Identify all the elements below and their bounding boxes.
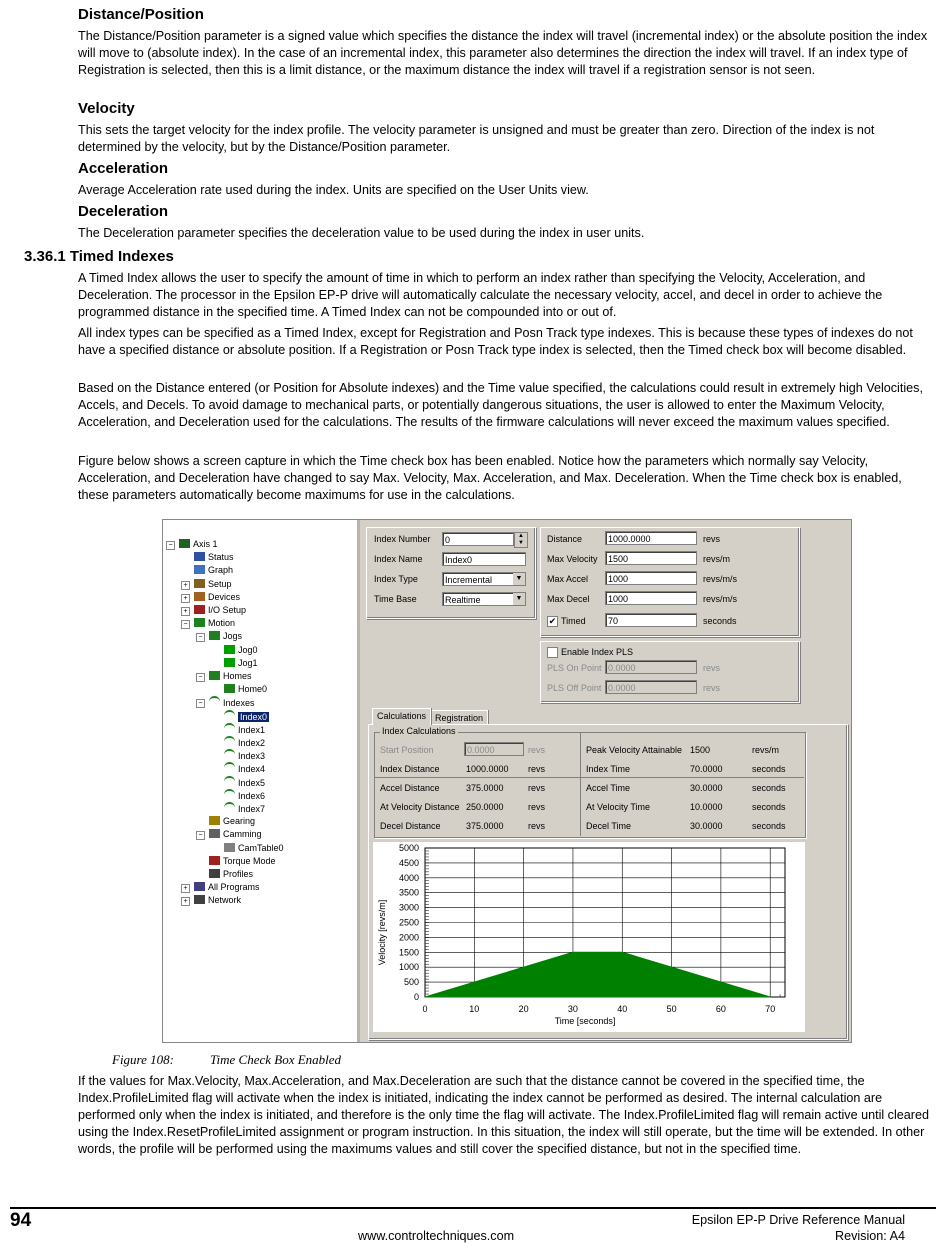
y-tick-label: 1000 bbox=[398, 962, 419, 973]
decel-time-unit: seconds bbox=[752, 821, 786, 831]
pls-off-label: PLS Off Point bbox=[547, 683, 602, 693]
heading-distance: Distance/Position bbox=[78, 6, 204, 23]
tree-item-camtable0[interactable] bbox=[224, 842, 284, 855]
max-decel-unit: revs/m/s bbox=[703, 594, 738, 604]
tree-item-label: Devices bbox=[208, 591, 241, 602]
index-icon bbox=[224, 710, 235, 721]
tab-registration[interactable]: Registration bbox=[430, 710, 488, 725]
timed-field[interactable]: 70 bbox=[605, 613, 697, 627]
tree-item-setup[interactable] bbox=[194, 578, 232, 591]
tree-item-label: Indexes bbox=[223, 698, 255, 709]
peak-velocity-unit: revs/m bbox=[752, 745, 779, 755]
footer-rule bbox=[10, 1207, 936, 1209]
tree-expander-icon[interactable]: − bbox=[181, 620, 190, 629]
index-icon bbox=[224, 749, 235, 760]
pls-off-unit: revs bbox=[703, 683, 721, 693]
x-tick-label: 60 bbox=[715, 1004, 726, 1014]
index-icon bbox=[224, 789, 235, 800]
tree-expander-icon[interactable]: − bbox=[196, 673, 205, 682]
index-type-label: Index Type bbox=[374, 574, 418, 584]
tree-item-i-o-setup[interactable] bbox=[194, 604, 246, 617]
tree-item-jog1[interactable] bbox=[224, 657, 258, 670]
index-distance-unit: revs bbox=[528, 764, 546, 774]
pls-on-unit: revs bbox=[703, 663, 721, 673]
y-tick-label: 2500 bbox=[398, 917, 419, 928]
pls-on-field: 0.0000 bbox=[605, 660, 697, 674]
tree-item-index6[interactable] bbox=[224, 789, 265, 802]
at-velocity-time-value: 10.0000 bbox=[690, 802, 723, 812]
figure-caption bbox=[112, 1052, 341, 1068]
torque-mode-icon bbox=[209, 856, 220, 865]
homes-icon bbox=[209, 671, 220, 680]
tree-item-label: Index5 bbox=[238, 777, 266, 788]
timed-checkbox[interactable]: ✔ bbox=[548, 616, 557, 626]
tree-item-indexes[interactable] bbox=[209, 696, 255, 709]
para-timed-4: Figure below shows a screen capture in which the Time check box has been enabled. Notice how the parameters which normally say Velocity, Acceleration, and Deceleration have changed to say Max. Velocity, Max. Acceleration, and Max. Deceleration. When the Time check box is enabled, these parameters automatically become maximums for use in the calculations. bbox=[78, 454, 902, 502]
velocity-profile-chart bbox=[373, 842, 805, 1032]
tree-item-label: Gearing bbox=[223, 816, 256, 827]
index-calculations-title: Index Calculations bbox=[382, 726, 456, 736]
accel-time-unit: seconds bbox=[752, 783, 786, 793]
index-icon bbox=[224, 736, 235, 747]
tree-expander-icon[interactable]: + bbox=[181, 581, 190, 590]
programs-icon bbox=[194, 882, 205, 891]
footer-url: www.controltechniques.com bbox=[358, 1229, 515, 1243]
tree-item-all-programs[interactable] bbox=[194, 881, 260, 894]
tree-item-network[interactable] bbox=[194, 894, 241, 907]
profiles-icon bbox=[209, 869, 220, 878]
io-setup-icon bbox=[194, 605, 205, 614]
y-axis-label: Velocity [revs/m] bbox=[377, 899, 387, 966]
x-tick-label: 0 bbox=[422, 1004, 428, 1014]
distance-unit: revs bbox=[703, 534, 721, 544]
tree-item-index0[interactable] bbox=[224, 710, 269, 723]
peak-velocity-label: Peak Velocity Attainable bbox=[586, 745, 683, 755]
x-tick-label: 40 bbox=[617, 1004, 628, 1014]
y-tick-label: 2000 bbox=[398, 932, 419, 943]
jog-icon bbox=[224, 645, 235, 654]
network-icon bbox=[194, 895, 205, 904]
tree-item-label: Axis 1 bbox=[193, 539, 218, 549]
tree-expander-icon[interactable]: − bbox=[196, 699, 205, 708]
y-tick-label: 500 bbox=[403, 977, 419, 988]
tree-item-camming[interactable] bbox=[209, 828, 262, 841]
index-icon bbox=[224, 776, 235, 787]
index-time-value: 70.0000 bbox=[690, 764, 723, 774]
accel-time-label: Accel Time bbox=[586, 783, 631, 793]
tree-item-label: CamTable0 bbox=[238, 842, 284, 853]
tree-item-label: Torque Mode bbox=[223, 855, 276, 866]
tree-item-label: Index6 bbox=[238, 790, 266, 801]
decel-distance-value: 375.0000 bbox=[466, 821, 504, 831]
tree-item-label: Network bbox=[208, 895, 242, 906]
status-icon bbox=[194, 552, 205, 561]
tree-item-index7[interactable] bbox=[224, 802, 265, 815]
tree-expander-icon[interactable]: + bbox=[181, 897, 190, 906]
index-type-select[interactable]: Incremental bbox=[442, 572, 526, 586]
x-tick-label: 20 bbox=[518, 1004, 529, 1014]
tree-item-torque-mode[interactable] bbox=[209, 855, 276, 868]
heading-acceleration: Acceleration bbox=[78, 160, 169, 177]
pls-off-field: 0.0000 bbox=[605, 680, 697, 694]
index-name-label: Index Name bbox=[374, 554, 423, 564]
index-time-unit: seconds bbox=[752, 764, 786, 774]
y-tick-label: 3000 bbox=[398, 902, 419, 913]
axis-icon bbox=[179, 539, 190, 548]
start-position-label: Start Position bbox=[380, 745, 434, 755]
para-timed-1: A Timed Index allows the user to specify the amount of time in which to perform an index rather than specifying the Velocity, Acceleration, and Deceleration. The processor in the Epsilon EP-P drive will automatically calculate the necessary velocity, accel, and decel in order to achieve the programmed distance in the specified time. A Timed Index can not be compounded into or out of. bbox=[78, 271, 883, 319]
footer-manual-title: Epsilon EP-P Drive Reference Manual bbox=[691, 1213, 905, 1227]
jog-icon bbox=[224, 658, 235, 667]
index-distance-value: 1000.0000 bbox=[466, 764, 509, 774]
para-deceleration: The Deceleration parameter specifies the deceleration value to be used during the index in user units. bbox=[78, 226, 645, 240]
tree-item-homes[interactable] bbox=[209, 670, 252, 683]
tree-item-label: Graph bbox=[208, 565, 234, 576]
decel-distance-unit: revs bbox=[528, 821, 546, 831]
time-base-label: Time Base bbox=[374, 594, 417, 604]
graph-icon bbox=[194, 565, 205, 574]
x-tick-label: 30 bbox=[567, 1004, 578, 1014]
at-velocity-distance-unit: revs bbox=[528, 802, 546, 812]
y-tick-label: 0 bbox=[413, 992, 419, 1002]
index-icon bbox=[224, 802, 235, 813]
chevron-down-icon[interactable]: ▼ bbox=[513, 573, 525, 585]
max-velocity-unit: revs/m bbox=[703, 554, 730, 564]
max-decel-field[interactable]: 1000 bbox=[605, 591, 697, 605]
tree-item-devices[interactable] bbox=[194, 591, 240, 604]
tree-item-index3[interactable] bbox=[224, 749, 265, 762]
tree-view[interactable] bbox=[163, 520, 360, 1042]
para-acceleration: Average Acceleration rate used during the index. Units are specified on the User Units view. bbox=[78, 183, 589, 197]
tree-item-label: Motion bbox=[208, 618, 236, 629]
tree-expander-icon[interactable]: + bbox=[181, 607, 190, 616]
tree-expander-icon[interactable]: + bbox=[181, 884, 190, 893]
tree-item-label: Setup bbox=[208, 578, 232, 589]
max-decel-label: Max Decel bbox=[547, 594, 590, 604]
index-name-field[interactable]: Index0 bbox=[442, 552, 526, 566]
tree-item-home0[interactable] bbox=[224, 683, 267, 696]
tree-item-label: Camming bbox=[223, 829, 262, 840]
x-tick-label: 70 bbox=[765, 1004, 776, 1014]
indexes-icon bbox=[209, 696, 220, 707]
para-timed-2: All index types can be specified as a Timed Index, except for Registration and Posn Track type indexes. This is because these types of indexes do not have a specified distance or absolute position. If a Registration or Posn Track type index is selected, then the Timed check box will become disabled. bbox=[78, 326, 913, 357]
jogs-icon bbox=[209, 631, 220, 640]
caption-text: Time Check Box Enabled bbox=[209, 1052, 342, 1067]
tree-item-label: Index7 bbox=[238, 804, 266, 814]
tree-item-jog0[interactable] bbox=[224, 644, 258, 657]
time-base-select[interactable]: Realtime bbox=[442, 592, 526, 606]
max-velocity-field[interactable]: 1500 bbox=[605, 551, 697, 565]
heading-velocity: Velocity bbox=[78, 100, 135, 117]
decel-time-label: Decel Time bbox=[586, 821, 632, 831]
tree-expander-icon[interactable]: − bbox=[196, 831, 205, 840]
y-tick-label: 3500 bbox=[398, 887, 419, 898]
tree-item-label: Status bbox=[208, 552, 234, 563]
tree-item-axis-1[interactable] bbox=[179, 538, 218, 551]
setup-icon bbox=[194, 579, 205, 588]
cam-table-icon bbox=[224, 843, 235, 852]
tree-item-index5[interactable] bbox=[224, 776, 265, 789]
decel-time-value: 30.0000 bbox=[690, 821, 723, 831]
tree-item-jogs[interactable] bbox=[209, 630, 242, 643]
para-profile-limited: If the values for Max.Velocity, Max.Acceleration, and Max.Deceleration are such that the distance cannot be covered in the specified time, the Index.ProfileLimited flag will activate when the index is initiated, indicating the index cannot be performed as desired. The internal calculation are performed only when the index is initiated, and therefore is the only time the flag will activate. The Index.ProfileLimited flag will remain active until cleared using the Index.ResetProfileLimited assignment or program instruction. In this situation, the index will still operate, but the time will be extended. In other words, the profile will be performed using the maximums values and still cover the specified distance, but not in the specified time. bbox=[78, 1074, 929, 1156]
tree-item-label: Index4 bbox=[238, 764, 266, 775]
heading-deceleration: Deceleration bbox=[78, 203, 169, 220]
tree-item-label: I/O Setup bbox=[208, 605, 247, 615]
accel-distance-unit: revs bbox=[528, 783, 546, 793]
tree-item-label: Profiles bbox=[223, 869, 254, 879]
tree-expander-icon[interactable]: − bbox=[196, 633, 205, 642]
home-icon bbox=[224, 684, 235, 693]
peak-velocity-value: 1500 bbox=[690, 745, 711, 755]
tree-item-label: Index0 bbox=[240, 711, 268, 722]
tree-item-index1[interactable] bbox=[224, 723, 265, 736]
tree-item-label: Index1 bbox=[238, 724, 266, 735]
tree-item-gearing[interactable] bbox=[209, 815, 255, 828]
start-position-unit: revs bbox=[528, 745, 546, 755]
max-accel-field[interactable]: 1000 bbox=[605, 571, 697, 585]
calc-divider bbox=[580, 732, 581, 836]
timed-unit: seconds bbox=[703, 616, 737, 626]
start-position-field: 0.0000 bbox=[464, 742, 524, 756]
at-velocity-distance-label: At Velocity Distance bbox=[380, 802, 460, 812]
tree-item-profiles[interactable] bbox=[209, 868, 253, 881]
enable-pls-checkbox[interactable] bbox=[547, 647, 558, 658]
tree-item-index4[interactable] bbox=[224, 762, 265, 775]
tab-calculations[interactable]: Calculations bbox=[372, 708, 431, 725]
para-distance: The Distance/Position parameter is a signed value which specifies the distance the index will travel (incremental index) or the absolute position the index will move to (absolute index). In the case of an incremental index, this parameter also determines the direction the index will travel. If an index type of Registration is selected, then this is a limit distance, or the maximum distance the index will travel if a registration sensor is not seen. bbox=[78, 29, 928, 77]
distance-field[interactable]: 1000.0000 bbox=[605, 531, 697, 545]
x-tick-label: 50 bbox=[666, 1004, 677, 1014]
y-tick-label: 4500 bbox=[398, 857, 419, 868]
gearing-icon bbox=[209, 816, 220, 825]
at-velocity-distance-value: 250.0000 bbox=[466, 802, 504, 812]
index-number-field[interactable]: 0 bbox=[442, 532, 514, 546]
max-velocity-label: Max Velocity bbox=[547, 554, 598, 564]
max-accel-label: Max Accel bbox=[547, 574, 589, 584]
x-axis-label: Time [seconds] bbox=[554, 1016, 616, 1026]
at-velocity-time-label: At Velocity Time bbox=[586, 802, 651, 812]
tree-expander-icon[interactable]: − bbox=[166, 541, 175, 550]
tree-item-label: All Programs bbox=[208, 882, 260, 893]
para-timed-3: Based on the Distance entered (or Position for Absolute indexes) and the Time value specified, the calculations could result in extremely high Velocities, Accels, and Decels. To avoid damage to mechanical parts, or potentially dangerous situations, the user is allowed to enter the Maximum Velocity, Acceleration, and Deceleration used for the calculations. The results of the firmware calculations will never exceed the maximum values specified. bbox=[78, 381, 923, 429]
tree-item-graph[interactable] bbox=[194, 564, 233, 577]
at-velocity-time-unit: seconds bbox=[752, 802, 786, 812]
caption-number: Figure 108: bbox=[112, 1052, 174, 1067]
tree-item-label: Jogs bbox=[223, 631, 243, 642]
tree-item-motion[interactable] bbox=[194, 617, 235, 630]
decel-distance-label: Decel Distance bbox=[380, 821, 441, 831]
chevron-down-icon[interactable]: ▼ bbox=[513, 593, 525, 605]
tree-item-label: Index3 bbox=[238, 751, 266, 762]
heading-timed-indexes: 3.36.1 Timed Indexes bbox=[24, 248, 174, 265]
y-tick-label: 1500 bbox=[398, 947, 419, 958]
index-icon bbox=[224, 762, 235, 773]
tree-item-status[interactable] bbox=[194, 551, 234, 564]
y-tick-label: 4000 bbox=[398, 872, 419, 883]
tree-expander-icon[interactable]: + bbox=[181, 594, 190, 603]
max-accel-unit: revs/m/s bbox=[703, 574, 738, 584]
page-number: 94 bbox=[10, 1210, 32, 1231]
para-velocity: This sets the target velocity for the index profile. The velocity parameter is unsigned and must be greater than zero. Direction of the index is not determined by the velocity, but by the Distance/Position parameter. bbox=[78, 123, 875, 154]
y-tick-label: 5000 bbox=[398, 843, 419, 853]
accel-distance-value: 375.0000 bbox=[466, 783, 504, 793]
tree-item-label: Jog1 bbox=[238, 657, 258, 668]
tree-item-label: Home0 bbox=[238, 684, 268, 695]
distance-label: Distance bbox=[547, 534, 583, 544]
accel-distance-label: Accel Distance bbox=[380, 783, 440, 793]
x-tick-label: 10 bbox=[469, 1004, 480, 1014]
pls-on-label: PLS On Point bbox=[547, 663, 602, 673]
tree-item-index2[interactable] bbox=[224, 736, 265, 749]
tree-item-label: Jog0 bbox=[238, 644, 258, 655]
footer-revision: Revision: A4 bbox=[834, 1229, 905, 1243]
motion-icon bbox=[194, 618, 205, 627]
calc-divider bbox=[374, 777, 804, 778]
tree-item-label: Homes bbox=[223, 671, 252, 681]
index-distance-label: Index Distance bbox=[380, 764, 440, 774]
tree-item-label: Index2 bbox=[238, 738, 266, 748]
accel-time-value: 30.0000 bbox=[690, 783, 723, 793]
index-time-label: Index Time bbox=[586, 764, 631, 774]
spinner-icon[interactable]: ▲ ▼ bbox=[514, 532, 528, 548]
index-number-label: Index Number bbox=[374, 534, 431, 544]
timed-label: Timed bbox=[561, 616, 586, 626]
devices-icon bbox=[194, 592, 205, 601]
index-icon bbox=[224, 723, 235, 734]
enable-pls-label: Enable Index PLS bbox=[561, 647, 634, 657]
figure-screenshot bbox=[162, 519, 852, 1043]
camming-icon bbox=[209, 829, 220, 838]
